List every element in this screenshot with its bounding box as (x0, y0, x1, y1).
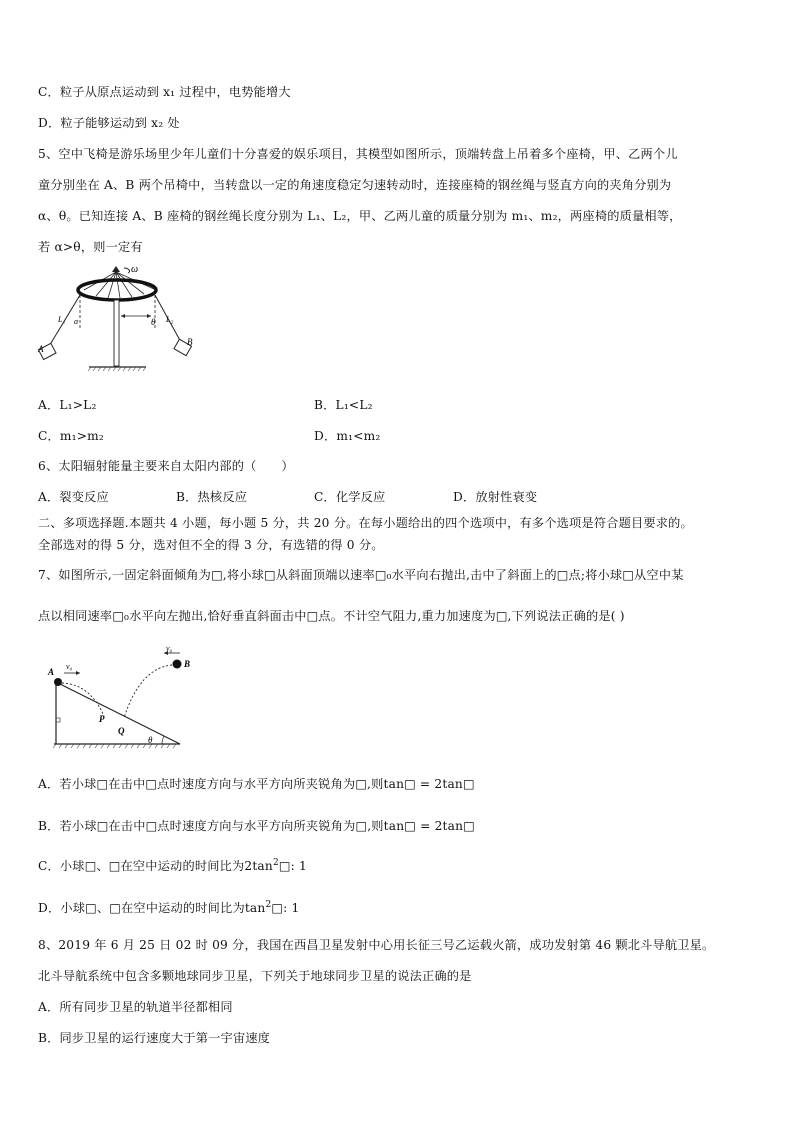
q7-option-d-tail: □: 1 (271, 901, 300, 915)
v0-label-b: v₀ (166, 644, 173, 653)
q5-option-b: B．L₁<L₂ (314, 398, 373, 412)
section2-instructions-2: 全部选对的得 5 分，选对但不全的得 3 分，有选错的得 0 分。 (38, 538, 384, 552)
q6-option-a: A．裂变反应 (38, 490, 109, 504)
point-p-label: P (99, 714, 105, 724)
hub-cap (112, 266, 120, 272)
q5-stem-line-3: α、θ。已知连接 A、B 座椅的钢丝绳长度分别为 L₁、L₂，甲、乙两儿童的质量分别为 m₁、m₂，两座椅的质量相等， (38, 209, 682, 223)
theta-label: θ (151, 317, 156, 327)
q7-option-c-text: C．小球□、□在空中运动的时间比为2tan (38, 859, 273, 873)
seat-b-label: B (187, 337, 193, 347)
q6-option-d: D．放射性衰变 (453, 490, 538, 504)
q7-option-d (38, 900, 299, 916)
l2-label: L₂ (166, 315, 174, 324)
q4-option-c: C．粒子从原点运动到 x₁ 过程中，电势能增大 (38, 85, 291, 99)
q7-option-c (38, 858, 307, 874)
alpha-label: α (74, 317, 79, 326)
q7-option-d-exponent: 2 (265, 899, 272, 910)
q5-option-d: D．m₁<m₂ (314, 429, 381, 443)
q8-stem-line-2: 北斗导航系统中包含多颗地球同步卫星，下列关于地球同步卫星的说法正确的是 (38, 969, 472, 983)
q5-stem-line-4: 若 α>θ，则一定有 (38, 240, 143, 254)
q5-swing-ride-figure (34, 262, 204, 380)
seat-a-label: A (38, 344, 44, 354)
q5-option-a: A．L₁>L₂ (38, 398, 97, 412)
q8-stem-line-1: 8、2019 年 6 月 25 日 02 时 09 分，我国在西昌卫星发射中心用长征三号乙运载火箭，成功发射第 46 颗北斗导航卫星。 (38, 938, 715, 952)
section2-instructions-1: 二、多项选择题.本题共 4 小题，每小题 5 分，共 20 分。在每小题给出的四个选项中，有多个选项是符合题目要求的。 (38, 516, 693, 530)
q7-option-c-exponent: 2 (272, 857, 279, 868)
trajectory-b (124, 665, 172, 718)
rotation-arrow-icon (124, 268, 130, 273)
q7-option-c-tail: □: 1 (278, 859, 307, 873)
q8-option-a: A．所有同步卫星的轨道半径都相同 (38, 1000, 233, 1014)
ball-a (54, 678, 62, 686)
q7-option-a: A．若小球□在击中□点时速度方向与水平方向所夹锐角为□,则tan□ = 2tan□ (38, 777, 475, 791)
q6-option-c: C．化学反应 (314, 490, 386, 504)
q8-option-b: B．同步卫星的运行速度大于第一宇宙速度 (38, 1031, 271, 1045)
q7-option-b: B．若小球□在击中□点时速度方向与水平方向所夹锐角为□,则tan□ = 2tan□ (38, 819, 475, 833)
ball-a-label: A (48, 667, 55, 677)
q7-incline-figure (44, 644, 194, 750)
ball-b (173, 660, 182, 669)
angle-arc (162, 736, 164, 744)
q7-option-d-text: D．小球□、□在空中运动的时间比为tan (38, 901, 266, 915)
q6-stem: 6、太阳辐射能量主要来自太阳内部的（ ） (38, 459, 294, 473)
v0-arrowhead-a (76, 671, 80, 675)
point-q-label: Q (118, 726, 125, 736)
q5-option-c: C．m₁>m₂ (38, 429, 105, 443)
ball-b-label: B (184, 659, 191, 669)
ground-hatching (88, 367, 146, 371)
q7-stem-line-1: 7、如图所示,一固定斜面倾角为□,将小球□从斜面顶端以速率□₀水平向右抛出,击中了斜面上的□点;将小球□从空中某 (38, 568, 684, 582)
q4-option-d: D．粒子能够运动到 x₂ 处 (38, 116, 180, 130)
center-pole (114, 300, 119, 366)
q5-stem-line-2: 童分别坐在 A、B 两个吊椅中，当转盘以一定的角速度稳定匀速转动时，连接座椅的钢丝绳与竖直方向的夹角分别为 (38, 178, 672, 192)
omega-label: ω (131, 264, 139, 275)
q5-stem-line-1: 5、空中飞椅是游乐场里少年儿童们十分喜爱的娱乐项目，其模型如图所示，顶端转盘上吊着多个座椅，甲、乙两个儿 (38, 147, 678, 161)
turntable-ring (78, 280, 156, 300)
q7-stem-line-2: 点以相同速率□₀水平向左抛出,恰好垂直斜面击中□点。不计空气阻力,重力加速度为□,下列说法正确的是( ) (38, 609, 625, 623)
v0-label-a: v₀ (66, 662, 73, 671)
canopy-spokes (84, 272, 154, 298)
q6-option-b: B．热核反应 (176, 490, 248, 504)
l1-label: L₁ (58, 315, 66, 324)
theta-label: θ (148, 735, 153, 745)
